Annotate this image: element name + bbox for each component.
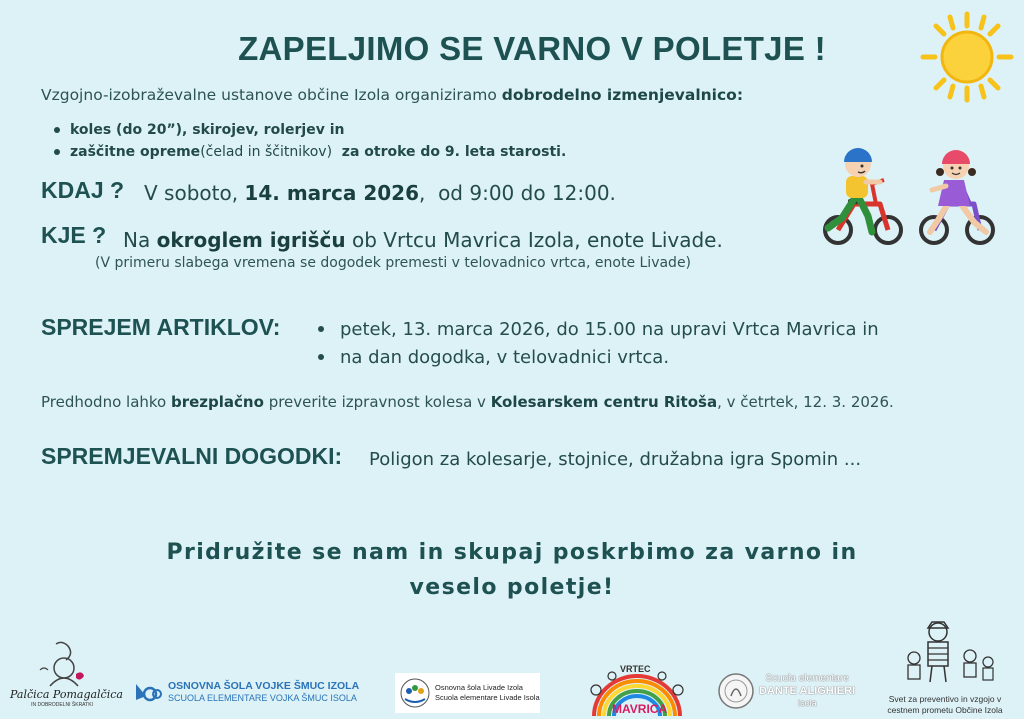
vrtec-mavrica-logo [582, 662, 692, 718]
palcica-sub: IN DOBRODELNI ŠKRATKI [31, 702, 93, 708]
page-title: ZAPELJIMO SE VARNO V POLETJE ! [238, 30, 826, 67]
svet-za-preventivo-figures-icon [880, 618, 1010, 688]
sprejem-label: SPREJEM ARTIKLOV: [41, 314, 281, 340]
intro-text: Vzgojno-izobraževalne ustanove občine Izola organiziramo dobrodelno izmenjevalnico: [41, 86, 744, 104]
palcica-logo [10, 640, 123, 716]
kdaj-label: KDAJ ? [41, 177, 125, 203]
dante-alighieri-line1: Scuola elementare [765, 673, 849, 684]
dante-alighieri-line3: Isola [797, 698, 817, 708]
os-livade-name: Osnovna šola Livade Izola [435, 683, 523, 692]
kdaj-value: V soboto, 14. marca 2026, od 9:00 do 12:00. [144, 181, 616, 205]
palcica-figure-icon [10, 640, 114, 688]
bullet-icon [318, 354, 324, 360]
os-livade-logo [395, 673, 540, 713]
os-vojke-smuc-name-it: SCUOLA ELEMENTARE VOJKA ŠMUC ISOLA [168, 693, 357, 703]
dante-alighieri-line2: DANTE ALIGHIERI [759, 685, 856, 697]
vrtec-mavrica-name: MAVRICA [612, 702, 668, 716]
os-livade-emblem-icon [399, 677, 431, 709]
sun-icon [918, 10, 1016, 105]
svet-za-preventivo-logo [880, 618, 1010, 718]
dante-alighieri-seal-icon [717, 672, 755, 710]
list-item: na dan dogodka, v telovadnici vrtca. [318, 343, 879, 371]
os-vojke-smuc-logo [134, 680, 359, 704]
vrtec-mavrica-top: VRTEC [620, 664, 651, 674]
bullet-icon [54, 127, 60, 133]
kje-value: Na okroglem igrišču ob Vrtcu Mavrica Izola, enote Livade. [123, 228, 723, 252]
list-item: koles (do 20”), skirojev, rolerjev in [54, 119, 566, 141]
os-livade-name-it: Scuola elementare Livade Isola [435, 693, 540, 702]
bullet-icon [318, 326, 324, 332]
list-item: petek, 13. marca 2026, do 15.00 na upravi Vrtca Mavrica in [318, 315, 879, 343]
palcica-name: Palčica Pomagalčica [10, 688, 123, 701]
kje-note: (V primeru slabega vremena se dogodek premesti v telovadnico vrtca, enote Livade) [95, 255, 692, 271]
predhodno-text: Predhodno lahko brezplačno preverite izpravnost kolesa v Kolesarskem centru Ritoša, v četrtek, 12. 3. 2026. [41, 393, 894, 411]
svet-za-preventivo-line2: cestnem prometu Občine Izola [887, 705, 1003, 715]
list-item: zaščitne opreme (čelad in ščitnikov) za otroke do 9. leta starosti. [54, 141, 566, 163]
spremljevalni-label: SPREMJEVALNI DOGODKI: [41, 443, 343, 469]
spremljevalni-text: Poligon za kolesarje, stojnice, družabna igra Spomin ... [369, 449, 862, 470]
kids-balance-bikes-illustration [810, 136, 1000, 248]
closing-message: Pridružite se nam in skupaj poskrbimo za varno in veselo poletje! [166, 540, 858, 600]
dante-alighieri-logo [717, 672, 855, 710]
sprejem-list [318, 315, 879, 371]
svet-za-preventivo-line1: Svet za preventivo in vzgojo v [888, 694, 1002, 704]
bullet-list [54, 119, 566, 163]
os-vojke-smuc-emblem-icon [134, 680, 162, 704]
bullet-icon [54, 149, 60, 155]
kje-label: KJE ? [41, 222, 107, 248]
os-vojke-smuc-name: OSNOVNA ŠOLA VOJKE ŠMUC IZOLA [168, 680, 360, 692]
